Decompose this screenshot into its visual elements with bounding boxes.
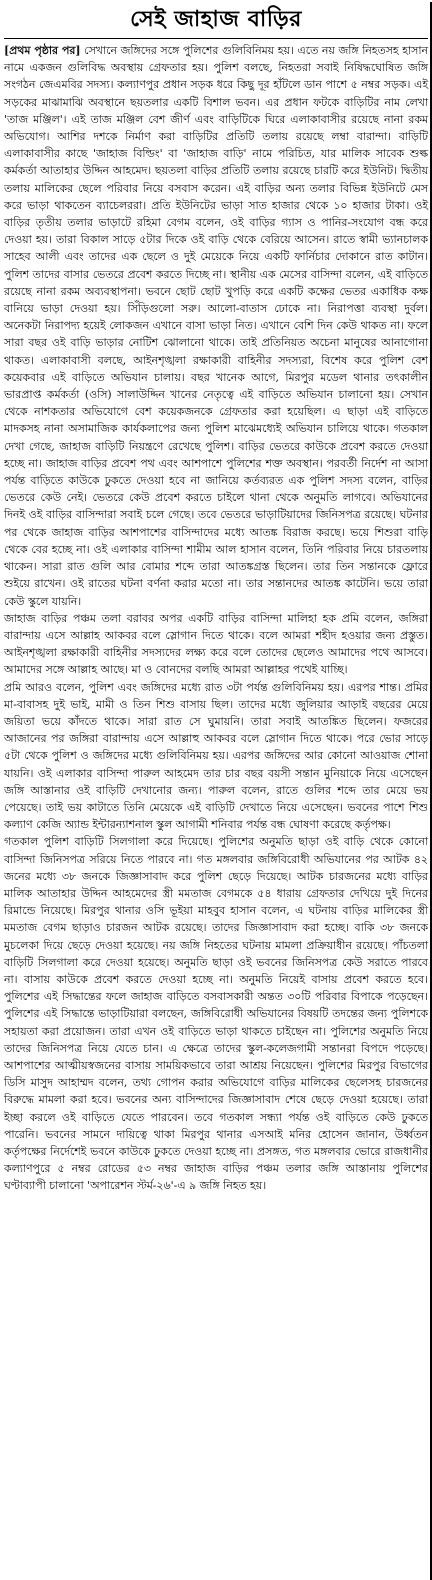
article-body — [4, 42, 428, 1195]
article-paragraph-1 — [4, 42, 428, 610]
article-paragraph-3: প্রমি আরও বলেন, পুলিশ এবং জঙ্গিদের মধ্যে রাত ৩টা পর্যন্ত গুলিবিনিময় হয়। এরপর শান্ত। প্রমির মা-বাবাসহ দুই ভাই, মামী ও তিন শিশু বাসায় ছিল। তাদের মধ্যে জুলিয়ার আড়াই বছরের মেয়ে জয়িতা ভয়ে কাঁদতে থাকে। সারা রাত সে ঘুমায়নি। তারা সবাই আতঙ্কিত ছিলেন। ফজরের আজানের পর জঙ্গিরা বারান্দায় এসে আল্লাহু আকবর বলে স্লোগান দিতে থাকে। পরে ভোর সাড়ে ৫টা থেকে পুলিশ ও জঙ্গিদের মধ্যে গুলিবিনিময় হয়। এরপর জঙ্গিদের আর কোনো আওয়াজ শোনা যায়নি। ওই এলাকার বাসিন্দা পারুল আহমেদ তার চার বছর বয়সী সন্তান মুনিয়াকে নিয়ে এসেছেন জঙ্গি আস্তানার ওই বাড়িটি দেখানোর জন্য। পারুল বলেন, রাতে গুলির শব্দে তার মেয়ে ভয় পেয়েছে। তাই ভয় কাটাতে তিনি মেয়েকে এই বাড়িটি দেখাতে নিয়ে এসেছেন। ভবনের পাশে শিশু কল্যাণ কেজি অ্যান্ড ইন্টারন্যাশনাল স্কুল আগামী শনিবার পর্যন্ত বন্ধ ঘোষণা করেছে কর্তৃপক্ষ। — [4, 680, 428, 832]
jump-label: [প্রথম পৃষ্ঠার পর] — [4, 44, 81, 57]
newspaper-page — [0, 2, 432, 1580]
headline: সেই জাহাজ বাড়ির — [130, 6, 302, 32]
article-paragraph-2: জাহাজ বাড়ির পঞ্চম তলা বরাবর অপর একটি বাড়ির বাসিন্দা মালিহা হক প্রমি বলেন, জঙ্গিরা বারান্দায় এসে আল্লাহ আকবর বলে স্লোগান দিতে থাকে। বলে আমরা শহীদ হওয়ার জন্য প্রস্তুত। আইনশৃঙ্খলা রক্ষাকারী বাহিনীর সদস্যদের লক্ষ্য করে বলে তোদের ছেলেও আমাদের পথে আসবে। আমাদের সঙ্গে আল্লাহ আছে। মা ও বোনদের বলছি আমরা আল্লাহর পথেই যাচ্ছি। — [4, 611, 428, 677]
headline-box — [4, 2, 428, 39]
paragraph-text: সেখানে জঙ্গিদের সঙ্গে পুলিশের গুলিবিনিময় হয়। এতে নয় জঙ্গি নিহতসহ হাসান নামে একজন গুলিবিদ্ধ অবস্থায় গ্রেফতার হয়। পুলিশ বলছে, নিহতরা সবাই নিষিদ্ধঘোষিত জঙ্গি সংগঠন জেএমবির সদস্য। কল্যাণপুর প্রধান সড়ক ধরে কিছু দূর হাঁটলে ডান পাশে ৫ নম্বর সড়ক। এই সড়কের মাঝামাঝি অবস্থানে ছয়তলার একটি বিশাল ভবন। এর প্রধান ফটকে বাড়িটির নাম লেখা 'তাজ মঞ্জিল'। এই তাজ মঞ্জিল বেশ জীর্ণ এবং বাড়িটিকে ঘিরে এলাকাবাসীর রয়েছে নানা রকম অভিযোগ। আশির দশকে নির্মাণ করা বাড়িটির প্রতিটি তলায় রয়েছে লম্বা বারান্দা। বাড়িটি এলাকাবাসীর কাছে 'জাহাজ বিল্ডিং' বা 'জাহাজ বাড়ি' নামে পরিচিত, যার মালিক সাবেক শুল্ক কর্মকর্তা আতাহার উদ্দিন আহমেদ। ছয়তলা বাড়ির প্রতিটি তলায় রয়েছে চারটি করে ইউনিট। দ্বিতীয় তলায় মালিকের ছেলে পরিবার নিয়ে বসবাস করেন। এই বাড়ির অন্য তলার বিভিন্ন ইউনিটে মেস করে ভাড়া থাকতেন ব্যাচেলররা। প্রতি ইউনিটের ভাড়া সাত হাজার থেকে ১০ হাজার টাকা। ওই বাড়ির তৃতীয় তলার ভাড়াটে রহিমা বেগম বলেন, ওই বাড়ির গ্যাস ও পানির-সংযোগ বন্ধ করে দেওয়া হয়। তারা বিকাল সাড়ে ৫টার দিকে ওই বাড়ি থেকে বেরিয়ে আসেন। রাতে স্বামী ভ্যানচালক সাহেব আলী এবং তাদের এক ছেলে ও দুই মেয়েকে নিয়ে একটি ফার্নিচার দোকানে রাত কাটান। পুলিশ তাদের বাসার ভেতরে প্রবেশ করতে দিচ্ছে না। স্থানীয় এক মেসের বাসিন্দা বলেন, এই বাড়িতে রয়েছে নানা রকম অব্যবস্থাপনা। ভবনে ছোট ছোট খুপড়ি করে একটি কক্ষের ভেতর একাধিক কক্ষ বানিয়ে ভাড়া দেওয়া হয়। সিঁড়িগুলো সরু। আলো-বাতাস ঢোকে না। নিরাপত্তা ব্যবস্থা দুর্বল। অনেকটা নিরাপদ্য হয়েই লোকজন এখানে বাসা ভাড়া নিত। এখানে বেশি দিন কেউ থাকত না। ফলে সারা বছর ওই বাড়ি ভাড়ার নোটিশ ঝোলানো থাকে। তাই প্রতিনিয়ত অচেনা মানুষের আনাগোনা থাকত। এলাকাবাসী বলছে, আইনশৃঙ্খলা রক্ষাকারী বাহিনীর সদস্যরা, বিশেষ করে পুলিশ বেশ কয়েকবার এই বাড়িতে অভিযান চালায়। বছর খানেক আগে, মিরপুর মডেল থানার তৎকালীন ভারপ্রাপ্ত কর্মকর্তা (ওসি) সালাউদ্দিন খানের নেতৃত্বে এই বাড়িতে অভিযান চালানো হয়। সেখান থেকে নাশকতার অভিযোগে বেশ কয়েকজনকে গ্রেফতার করা হয়েছিল। এ ছাড়া এই বাড়িতে মাদকসহ নানা অসামাজিক কার্যকলাপের জন্য পুলিশ মাঝেমধ্যেই অভিযান চালিয়ে থাকে। গতকাল দেখা গেছে, জাহাজ বাড়িটি নিয়ন্ত্রণে রেখেছে পুলিশ। বাড়ির ভেতরে কাউকে প্রবেশ করতে দেওয়া হচ্ছে না। জাহাজ বাড়ির প্রবেশ পথ এবং আশপাশে পুলিশের শক্ত অবস্থান। পরবর্তী নির্দেশ না আসা পর্যন্ত বাড়িতে কাউকে ঢুকতে দেওয়া হবে না জানিয়ে কর্তব্যরত এক পুলিশ সদস্য বলেন, বাড়ির ভেতরে কেউ নেই। ভেতরে কেউ প্রবেশ করতে চাইলে থানা থেকে অনুমতি লাগবে। অভিযানের দিনই ওই বাড়ির বাসিন্দারা সবাই চলে গেছে। তবে ভেতরে ভাড়াটিয়াদের জিনিসপত্র রয়েছে। ঘটনার পর থেকে জাহাজ বাড়ির আশপাশের বাসিন্দাদের মধ্যে আতঙ্ক বিরাজ করছে। ভয়ে শিশুরা বাড়ি থেকে বের হচ্ছে না। ওই এলাকার বাসিন্দা শামীম আল হাসান বলেন, তিনি পরিবার নিয়ে চারতলায় থাকেন। সারা রাত গুলি আর বোমার শব্দে তারা আতঙ্কগ্রস্ত ছিলেন। তার তিন সন্তানকে ফ্লোরে শুইয়ে রাখেন। ওই রাতের ঘটনা বর্ণনা করার মতো না। তার সন্তানদের আতঙ্ক কাটেনি। ভয়ে তারা কেউ স্কুলে যায়নি। — [4, 44, 429, 608]
article-paragraph-4: গতকাল পুলিশ বাড়িটি সিলগালা করে দিয়েছে। পুলিশের অনুমতি ছাড়া ওই বাড়ি থেকে কোনো বাসিন্দা জিনিসপত্র সরিয়ে নিতে পারবে না। গত মঙ্গলবার জঙ্গিবিরোধী অভিযানের পর আটক ৪২ জনের মধ্যে ৩৮ জনকে জিজ্ঞাসাবাদ করে পুলিশ ছেড়ে দিয়েছে। আটক চারজনের মধ্যে বাড়ির মালিক আতাহার উদ্দিন আহমেদের স্ত্রী মমতাজ বেগমকে ৫৪ ধারায় গ্রেফতার দেখিয়ে দুই দিনের রিমান্ডে নিয়েছে। মিরপুর থানার ওসি ভূইয়া মাহবুব হাসান বলেন, এ ঘটনায় বাড়ির মালিকের স্ত্রী মমতাজ বেগম ছাড়াও চারজন আটক রয়েছে। তাদের জিজ্ঞাসাবাদ করা হচ্ছে। বাকি ৩৮ জনকে মুচলেকা দিয়ে ছেড়ে দেওয়া হয়েছে। নয় জঙ্গি নিহতের ঘটনায় মামলা প্রক্রিয়াধীন রয়েছে। পাঁচতলা বাড়িটি সিলগালা করে দেওয়া হয়েছে। অনুমতি ছাড়া ওই ভবনের জিনিসপত্র কেউ সরাতে পারবে না। বাসায় কাউকে প্রবেশ করতে দেওয়া হচ্ছে না। অনুমতি নিয়েই বাসায় প্রবেশ করতে হবে। পুলিশের এই সিদ্ধান্তের ফলে জাহাজ বাড়িতে বসবাসকারী অন্তত ৩০টি পরিবার বিপাকে পড়েছেন। পুলিশের এই সিদ্ধান্তে ভাড়াটিয়ারা বলছেন, জঙ্গিবিরোধী অভিযানের বিষয়টি তদন্তের জন্য পুলিশকে সহায়তা করা প্রয়োজন। তারা এখন ওই বাড়িতে ভাড়া থাকতে চাইছেন না। পুলিশের অনুমতি নিয়ে তাদের জিনিসপত্র নিয়ে যেতে চান। এ ক্ষেত্রে তাদের স্কুল-কলেজগামী সন্তানরা বিপদে পড়েছে। আশপাশের আত্মীয়স্বজনের বাসায় সাময়িকভাবে তারা আশ্রয় নিয়েছেন। পুলিশের মিরপুর বিভাগের ডিসি মাসুদ আহাম্মদ বলেন, তথ্য গোপন করার অভিযোগে বাড়ির মালিকের ছেলেসহ চারজনের বিরুদ্ধে মামলা করা হবে। ভবনের অন্য বাসিন্দাদের জিজ্ঞাসাবাদ শেষে ছেড়ে দেওয়া হয়েছে। তারা ইচ্ছা করলে ওই বাড়িতে যেতে পারবেন। তবে গতকাল সন্ধ্যা পর্যন্ত ওই বাড়িতে কেউ ঢুকতে পারেনি। ভবনের সামনে দায়িত্বে থাকা মিরপুর থানার এসআই মনির হোসেন জানান, উর্ধ্বতন কর্তৃপক্ষের নির্দেশেই ভবনে কাউকে ঢুকতে দেওয়া হচ্ছে না। প্রসঙ্গত, গত মঙ্গলবার ভোরে রাজধানীর কল্যাণপুরে ৫ নম্বর রোডের ৫৩ নম্বর জাহাজ বাড়ির পঞ্চম তলার জঙ্গি আস্তানায় পুলিশের ঘণ্টাব্যাপী চালানো 'অপারেশন স্টর্ম-২৬'-এ ৯ জঙ্গি নিহত হয়। — [4, 835, 428, 1193]
